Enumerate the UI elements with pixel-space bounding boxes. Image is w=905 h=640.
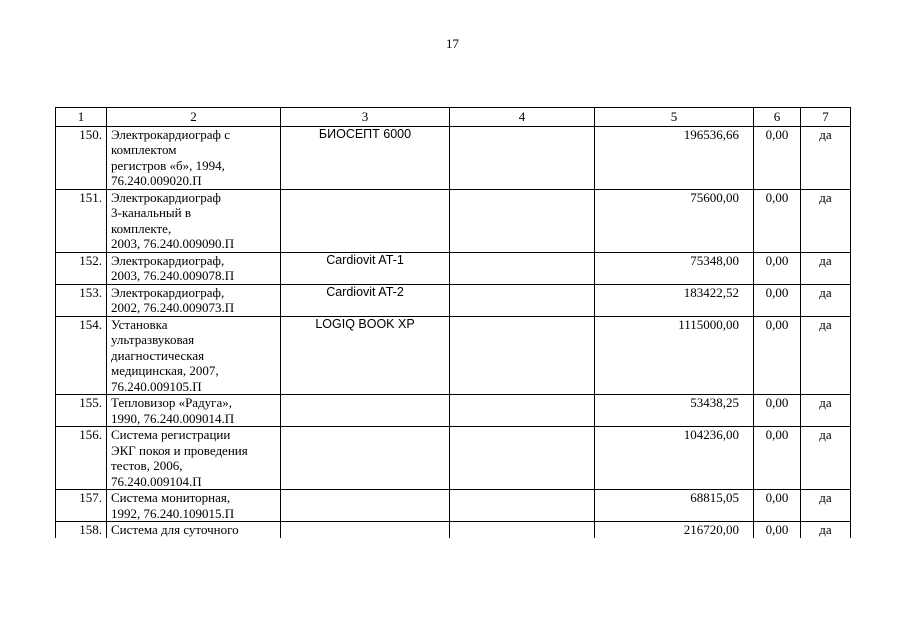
item-col4 — [450, 284, 595, 316]
table-row — [56, 522, 851, 538]
item-value: 183422,52 — [595, 284, 754, 316]
table-row — [56, 490, 851, 522]
row-number: 153. — [56, 284, 107, 316]
table-row — [56, 126, 851, 189]
item-col6: 0,00 — [754, 284, 801, 316]
row-number: 154. — [56, 316, 107, 395]
item-flag: да — [801, 395, 851, 427]
item-name: Система мониторная, 1992, 76.240.109015.П — [107, 490, 281, 522]
item-flag: да — [801, 490, 851, 522]
inventory-table — [55, 107, 851, 538]
item-value: 1115000,00 — [595, 316, 754, 395]
item-value: 75600,00 — [595, 189, 754, 252]
column-header: 5 — [595, 108, 754, 127]
item-value: 53438,25 — [595, 395, 754, 427]
table-row — [56, 316, 851, 395]
item-col6: 0,00 — [754, 126, 801, 189]
item-model — [281, 427, 450, 490]
item-model: Cardiovit AT-2 — [281, 284, 450, 316]
item-value: 104236,00 — [595, 427, 754, 490]
table-row — [56, 189, 851, 252]
item-model — [281, 395, 450, 427]
item-model: Cardiovit AT-1 — [281, 252, 450, 284]
item-flag: да — [801, 316, 851, 395]
item-name: Электрокардиограф с комплектом регистров «б», 1994, 76.240.009020.П — [107, 126, 281, 189]
column-header: 3 — [281, 108, 450, 127]
item-col4 — [450, 252, 595, 284]
item-value: 216720,00 — [595, 522, 754, 538]
item-name: Система для суточного — [107, 522, 281, 538]
page-number: 17 — [446, 36, 459, 51]
item-col4 — [450, 427, 595, 490]
row-number: 151. — [56, 189, 107, 252]
row-number: 157. — [56, 490, 107, 522]
item-col6: 0,00 — [754, 522, 801, 538]
item-col4 — [450, 522, 595, 538]
item-value: 75348,00 — [595, 252, 754, 284]
item-col4 — [450, 189, 595, 252]
item-col6: 0,00 — [754, 427, 801, 490]
table-row — [56, 252, 851, 284]
table-header-row — [56, 108, 851, 127]
item-model — [281, 490, 450, 522]
item-col6: 0,00 — [754, 395, 801, 427]
item-flag: да — [801, 427, 851, 490]
table-row — [56, 284, 851, 316]
item-flag: да — [801, 126, 851, 189]
item-name: Электрокардиограф 3-канальный в комплекте, 2003, 76.240.009090.П — [107, 189, 281, 252]
table-row — [56, 395, 851, 427]
item-col4 — [450, 316, 595, 395]
item-flag: да — [801, 189, 851, 252]
item-name: Установка ультразвуковая диагностическая медицинская, 2007, 76.240.009105.П — [107, 316, 281, 395]
item-flag: да — [801, 522, 851, 538]
column-header: 6 — [754, 108, 801, 127]
row-number: 156. — [56, 427, 107, 490]
item-model: БИОСЕПТ 6000 — [281, 126, 450, 189]
item-name: Электрокардиограф, 2002, 76.240.009073.П — [107, 284, 281, 316]
column-header: 7 — [801, 108, 851, 127]
item-col6: 0,00 — [754, 252, 801, 284]
item-model — [281, 522, 450, 538]
item-flag: да — [801, 252, 851, 284]
column-header: 1 — [56, 108, 107, 127]
item-flag: да — [801, 284, 851, 316]
item-col6: 0,00 — [754, 490, 801, 522]
row-number: 155. — [56, 395, 107, 427]
column-header: 2 — [107, 108, 281, 127]
row-number: 150. — [56, 126, 107, 189]
item-col6: 0,00 — [754, 189, 801, 252]
item-name: Тепловизор «Радуга», 1990, 76.240.009014.П — [107, 395, 281, 427]
table-row — [56, 427, 851, 490]
item-name: Система регистрации ЭКГ покоя и проведения тестов, 2006, 76.240.009104.П — [107, 427, 281, 490]
item-model: LOGIQ BOOK XP — [281, 316, 450, 395]
item-col4 — [450, 126, 595, 189]
column-header: 4 — [450, 108, 595, 127]
item-col4 — [450, 395, 595, 427]
item-model — [281, 189, 450, 252]
row-number: 152. — [56, 252, 107, 284]
item-value: 68815,05 — [595, 490, 754, 522]
item-value: 196536,66 — [595, 126, 754, 189]
item-col6: 0,00 — [754, 316, 801, 395]
item-name: Электрокардиограф, 2003, 76.240.009078.П — [107, 252, 281, 284]
row-number: 158. — [56, 522, 107, 538]
item-col4 — [450, 490, 595, 522]
